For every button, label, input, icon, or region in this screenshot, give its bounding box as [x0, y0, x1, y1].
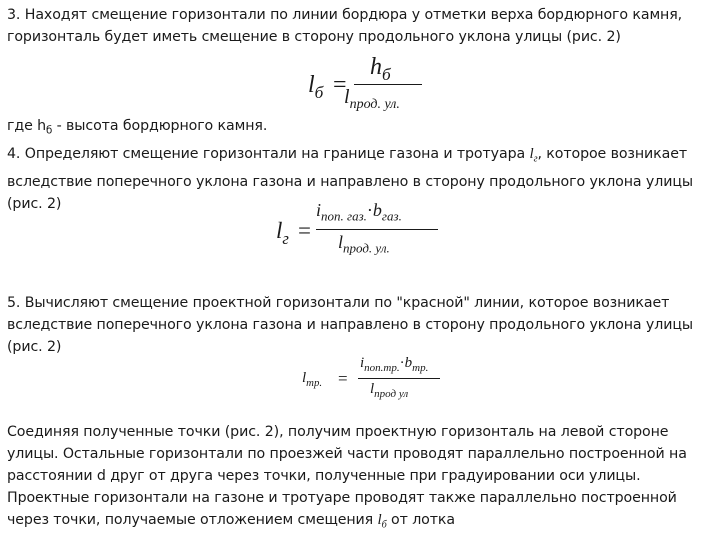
conclusion-line-1: Соединяя полученные точки (рис. 2), получим проектную горизонталь на левой стороне: [7, 424, 669, 440]
paragraph-3-line-2: горизонталь будет иметь смещение в сторону продольного уклона улицы (рис. 2): [7, 29, 621, 45]
formula-3-numerator: $i_{поп.тр.}\cdot b_{тр.}$: [360, 355, 429, 374]
formula-curb-offset: [300, 56, 440, 112]
formula-lawn-offset: [272, 202, 442, 264]
paragraph-5-line-3: (рис. 2): [7, 339, 62, 355]
paragraph-4-line-2: вследствие поперечного уклона газона и направлено в сторону продольного уклона улицы: [7, 173, 693, 190]
paragraph-4-line-1: 4. Определяют смещение горизонтали на границе газона и тротуара $l_г$, которое возникает: [7, 146, 688, 165]
paragraph-5-line-1: 5. Вычисляют смещение проектной горизонтали по "красной" линии, которое возникает: [7, 295, 670, 311]
paragraph-4-line-3: (рис. 2): [7, 195, 62, 212]
paragraph-3-line-1: 3. Находят смещение горизонтали по линии бордюра у отметки верха бордюрного камня,: [7, 7, 683, 23]
conclusion-line-2: улицы. Остальные горизонтали по проезжей части проводят параллельно построенной на: [7, 446, 687, 462]
formula-1-denominator: $l_{прод. ул.}$: [344, 86, 400, 112]
formula-2-equals: =: [298, 218, 311, 243]
conclusion-line-3: расстоянии d друг от друга через точки, полученные при градуировании оси улицы.: [7, 468, 641, 484]
formula-1-fraction-bar: [354, 84, 422, 85]
paragraph-3: [7, 4, 713, 48]
formula-2-fraction-bar: [316, 229, 438, 230]
formula-3-fraction-bar: [358, 378, 440, 379]
paragraph-5-line-2: вследствие поперечного уклона газона и направлено в сторону продольного уклона улицы: [7, 317, 693, 333]
formula-2-numerator: $i_{поп. газ.}\cdot b_{газ.}$: [316, 200, 402, 224]
formula-red-line-offset: [296, 356, 446, 406]
conclusion-line-5: через точки, получаемые отложением смещения $l_б$ от лотка: [7, 512, 455, 531]
formula-3-lhs: $l_{тр.}$: [302, 370, 323, 389]
formula-2-lhs: $l_г$: [276, 218, 289, 248]
formula-1-equals: =: [333, 72, 347, 98]
formula-1-lhs: $l_б$: [308, 72, 324, 103]
where-line: где $h_б$ - высота бордюрного камня.: [7, 118, 268, 137]
formula-2-denominator: $l_{прод. ул.}$: [338, 232, 390, 256]
conclusion-line-4: Проектные горизонтали на газоне и тротуаре проводят также параллельно построенной: [7, 490, 677, 506]
conclusion-paragraph: [7, 421, 713, 537]
formula-3-equals: =: [338, 369, 348, 388]
formula-3-denominator: $l_{прод ул}$: [370, 381, 409, 400]
formula-1-numerator: $h_б$: [370, 54, 391, 85]
paragraph-5: [7, 292, 713, 358]
